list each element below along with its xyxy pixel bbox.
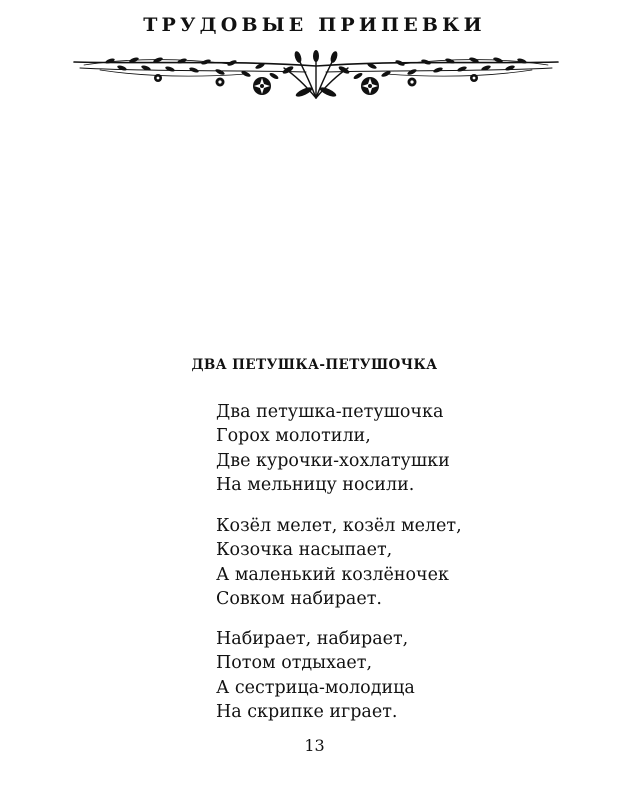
poem-line: Козочка насыпает, xyxy=(216,540,393,561)
wheat-and-flower-garland-icon xyxy=(70,46,562,110)
poem-line: А сестрица-молодица xyxy=(216,677,415,698)
running-head: ТРУДОВЫЕ ПРИПЕВКИ xyxy=(143,14,486,36)
poem-line: Горох молотили, xyxy=(216,426,371,447)
poem-line: Совком набирает. xyxy=(216,588,382,609)
poem-title: ДВА ПЕТУШКА-ПЕТУШОЧКА xyxy=(191,357,438,373)
poem-stanza xyxy=(216,627,415,724)
poem-stanza xyxy=(216,400,450,497)
poem-line: Козёл мелет, козёл мелет, xyxy=(216,516,462,536)
poem-line: Набирает, набирает, xyxy=(216,629,409,649)
poem-line: Два петушка-петушочка xyxy=(216,402,444,422)
poem-stanza xyxy=(216,514,462,611)
poem-line: А маленький козлёночек xyxy=(216,564,449,585)
poem-line: Потом отдыхает, xyxy=(216,653,373,674)
page-number: 13 xyxy=(304,736,325,755)
poem-line: Две курочки-хохлатушки xyxy=(216,450,450,471)
poem-line: На скрипке играет. xyxy=(216,701,398,722)
poem-line: На мельницу носили. xyxy=(216,474,415,495)
